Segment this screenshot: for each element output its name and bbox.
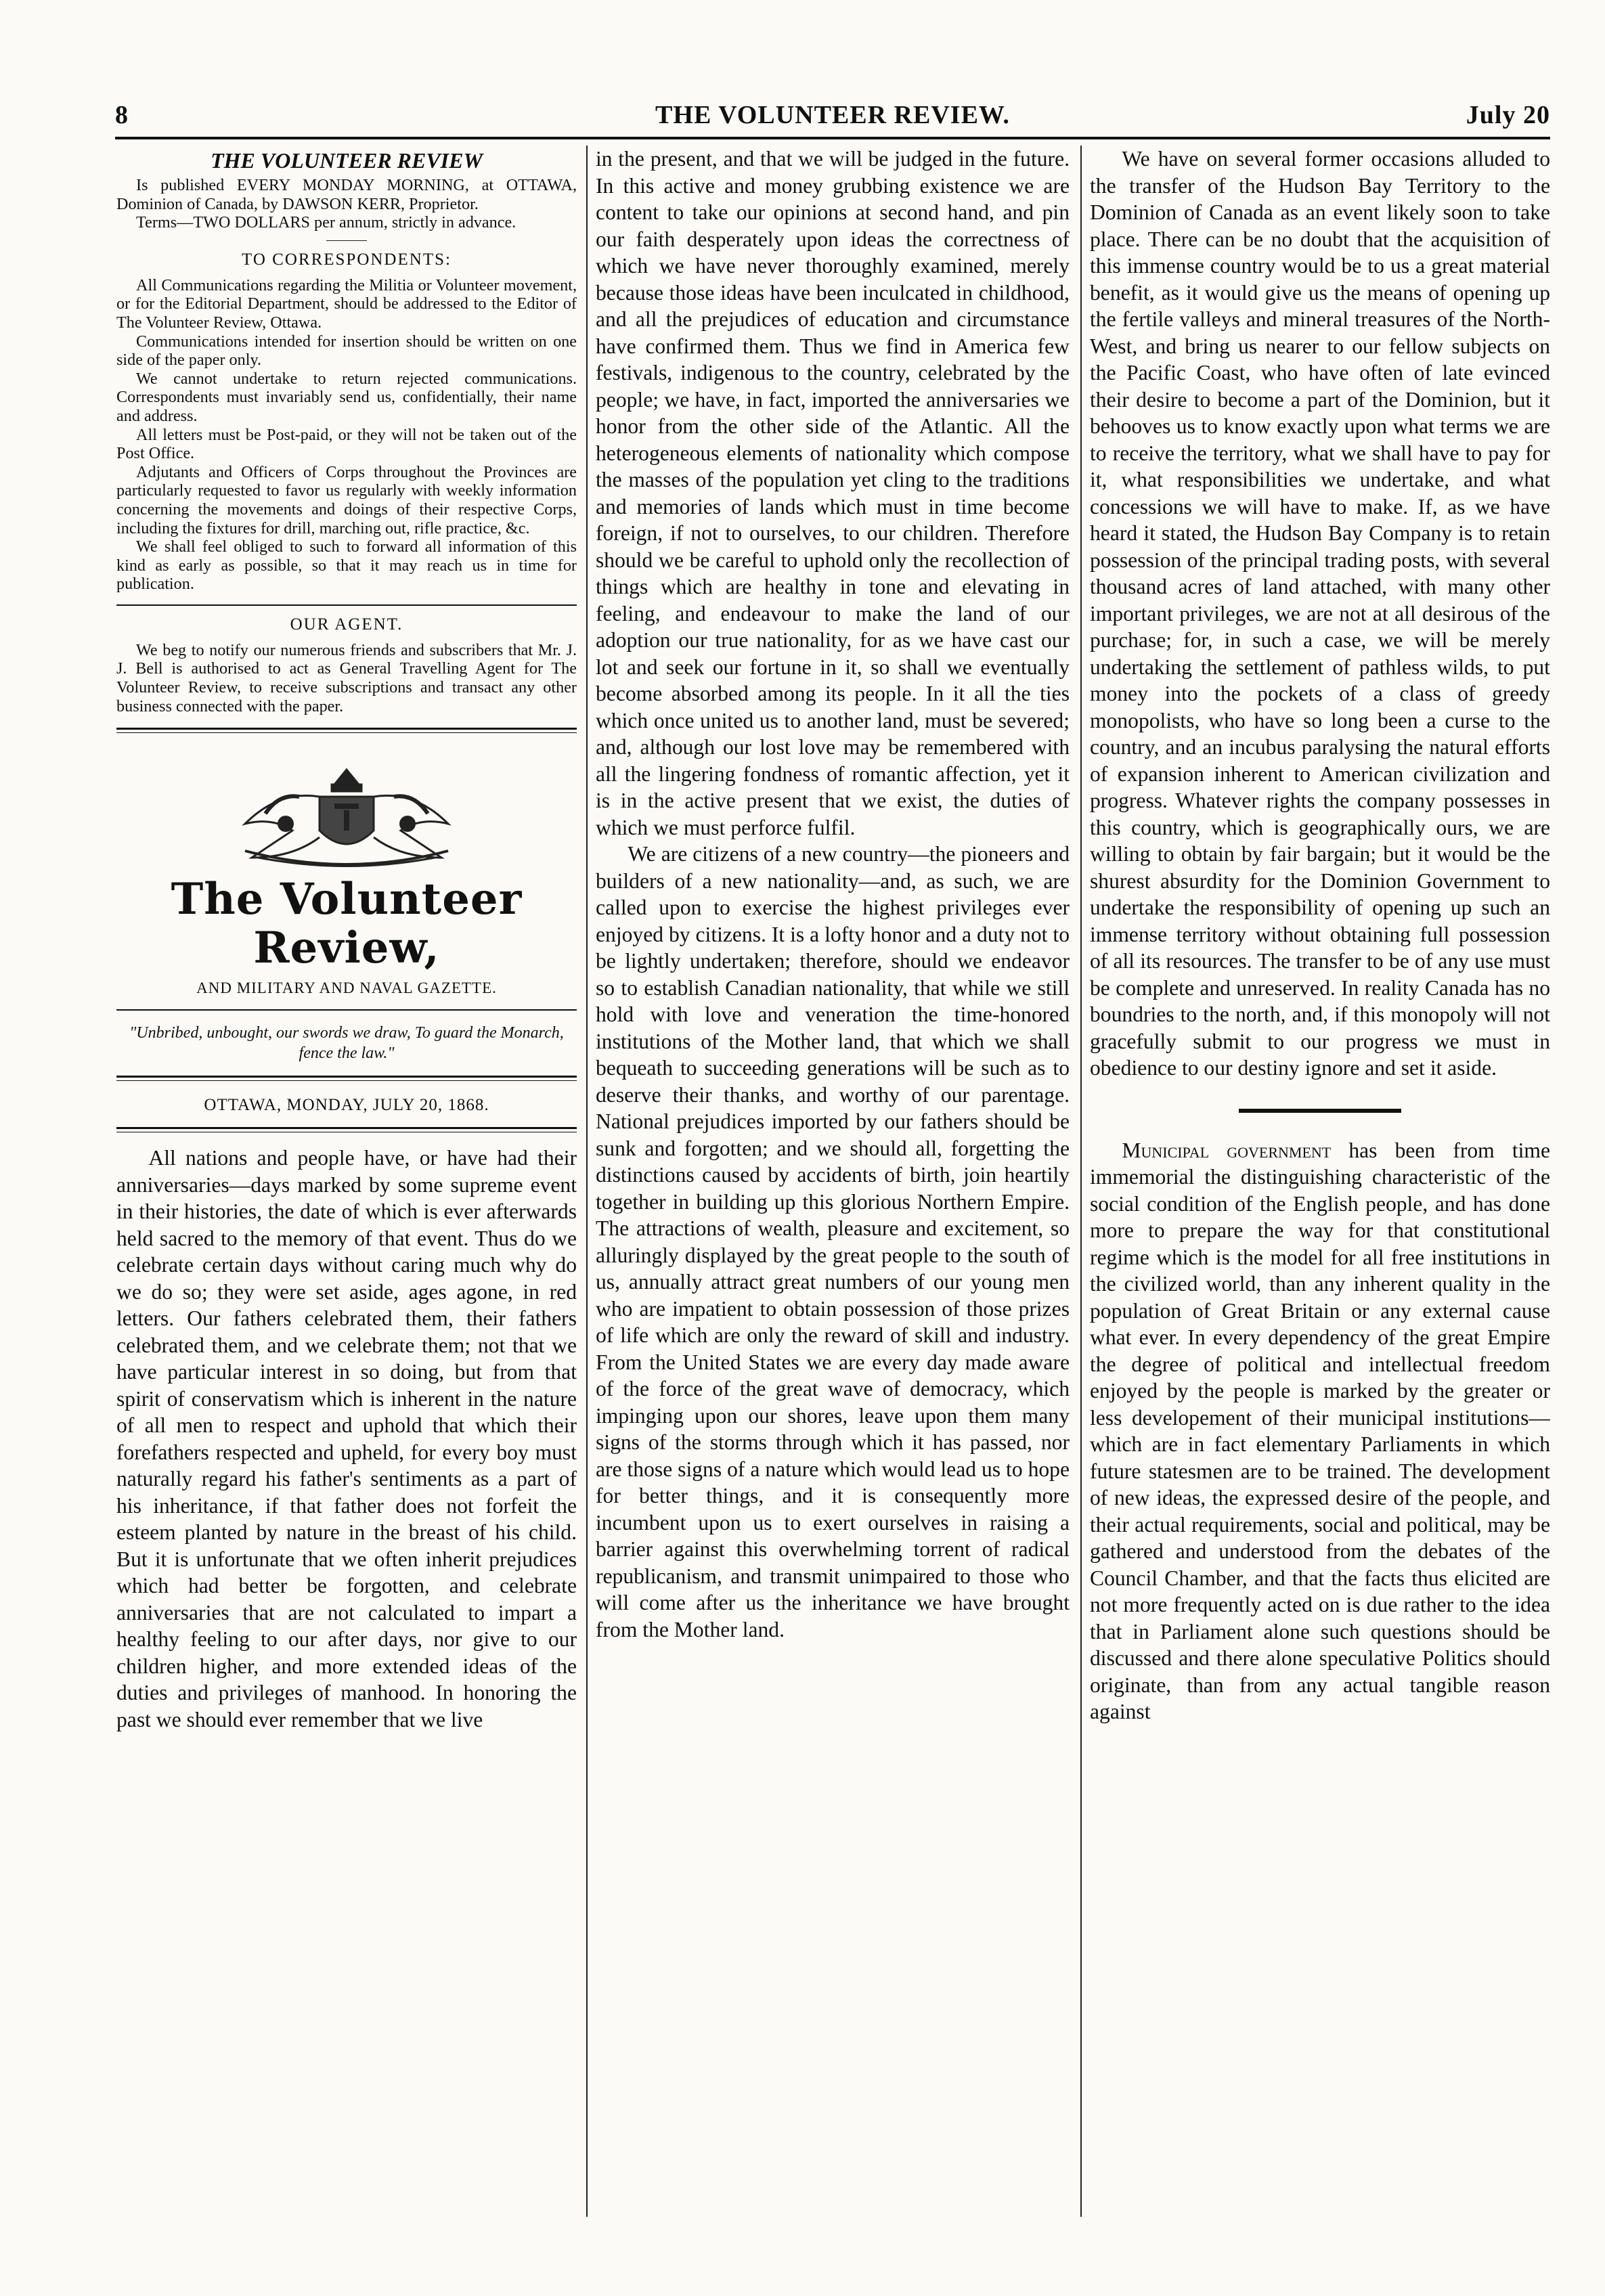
correspondents-notices — [116, 276, 577, 594]
running-title: THE VOLUNTEER REVIEW. — [655, 101, 1010, 129]
header-rule — [115, 137, 1550, 139]
masthead-block — [116, 176, 577, 232]
masthead-publication-note: Is published EVERY MONDAY MORNING, at OTTAWA, Dominion of Canada, by DAWSON KERR, Proprietor. — [116, 176, 577, 213]
masthead-terms: Terms—TWO DOLLARS per annum, strictly in advance. — [136, 213, 516, 232]
article-text: has been from time immemorial the distinguishing characteristic of the social condition of the English people, and has done more to prepare the way for that constitutional regime which is the model for all free institutions in the civilized world, than any inherent quality in the population of Great Britain or any external cause what ever. In every dependency of the great Empire the degree of political and intellectual freedom enjoyed by the people is marked by the greater or less developement of their municipal institutions—which are in fact elementary Parliaments in which future statesmen are to be trained. The development of new ideas, the expressed desire of the people, and their actual requirements, social and political, may be gathered and understood from the debates of the Council Chamber, and that the facts thus elicited are not more frequently acted on is due rather to the idea that in Parliament alone such questions should be discussed and there alone speculative Politics should originate, than from any actual tangible reason against — [1090, 1138, 1550, 1723]
correspondents-notice: All letters must be Post-paid, or they will not be taken out of the Post Office. — [116, 425, 577, 463]
agent-notice: We beg to notify our numerous friends and subscribers that Mr. J. J. Bell is authorised to act as General Travelling Agent for The Volunteer Review, to receive subscriptions and transact any other business connected with the paper. — [116, 640, 577, 715]
double-rule — [116, 728, 577, 733]
column-2 — [596, 146, 1070, 2230]
editorial-paragraph: in the present, and that we will be judged in the future. In this active and money grubbing existence we are content to take our opinions at second hand, and pin our faith desperately upon ideas the correctness of which we have never thoroughly examined, merely because those ideas have been inculcated in childhood, and all the prejudices of education and circumstance have confirmed them. Thus we find in America few festivals, indigenous to the country, celebrated by the people; we have, in fact, imported the anniversaries we honor from the other side of the Atlantic. All the heterogeneous elements of nationality which compose the masses of the population yet cling to the traditions and memories of lands which must in time become foreign, if not to ourselves, to our children. Therefore should we be careful to uphold only the recollection of things which are healthy in tone and elevating in feeling, and endeavour to make the land of our adoption our true nationality, for as we have cast our lot and seek our fortune in it, so shall we eventually become absorbed among its people. In it all the ties which once united us to another land, must be severed; and, although our lost love may be remembered with all the lingering fondness of romantic affection, yet it is in the active present that we exist, the duties of which we must perforce fulfil. — [596, 147, 1070, 839]
column-1 — [116, 146, 577, 2230]
editorial-continued — [596, 146, 1070, 1643]
page-number: 8 — [115, 101, 129, 129]
hudson-bay-article — [1090, 146, 1550, 1082]
correspondents-notice: All Communications regarding the Militia or Volunteer movement, or for the Editorial Department, should be addressed to the Editor of The Volunteer Review, Ottawa. — [116, 275, 577, 332]
column-rule-2 — [1080, 146, 1082, 2217]
correspondents-notice: Communications intended for insertion should be written on one side of the paper only. — [116, 332, 577, 370]
royal-arms-emblem — [218, 749, 475, 871]
dateline: OTTAWA, MONDAY, JULY 20, 1868. — [204, 1096, 489, 1115]
nameplate-subtitle: AND MILITARY AND NAVAL GAZETTE. — [196, 979, 497, 997]
article-paragraph — [1090, 1137, 1550, 1725]
column-3 — [1090, 146, 1550, 2230]
article-lead: Municipal government — [1122, 1138, 1332, 1162]
correspondents-notice: Adjutants and Officers of Corps throughout the Provinces are particularly requested to favor us regularly with weekly information concerning the movements and doings of their respective Corps, including the fixtures for drill, marching out, rifle practice, &c. — [116, 462, 577, 537]
agent-heading: OUR AGENT. — [290, 615, 403, 634]
column-rule-1 — [586, 146, 588, 2217]
article-paragraph: We have on several former occasions alluded to the transfer of the Hudson Bay Territory to the Dominion of Canada as an event likely soon to take place. There can be no doubt that the acquisition of this immense country would be to us a great material benefit, as it would give us the means of opening up the fertile valleys and mineral treasures of the North-West, and bring us nearer to our fellow subjects on the Pacific Coast, who have often of late evinced their desire to become a part of the Dominion, but it behooves us to know exactly upon what terms we are to receive the territory, what we shall have to pay for it, what responsibilities we undertake, and what concessions we will have to make. If, as we have heard it stated, the Hudson Bay Company is to retain possession of the principal trading posts, with several thousand acres of land attached, with many other important privileges, we are not at all desirous of the purchase; for, in such a case, we will be merely undertaking the settlement of pathless wilds, to put money into the pockets of a class of greedy monopolists, who have so long been a curse to the country, and an incubus paralysing the natural efforts of expansion inherent to American civilization and progress. Whatever rights the company possesses in this country, which is geographically ours, we are willing to obtain by fair bargain; but it would be the shurest absurdity for the Dominion Government to undertake the responsibility of opening up such an immense territory without obtaining full possession of all its resources. The transfer to be of any use must be complete and unreserved. In reality Canada has no boundries to the north, and, if this monopoly will not gracefully submit to our progress we must in obedience to our destiny ignore and set it aside. — [1090, 147, 1550, 1080]
masthead-title: THE VOLUNTEER REVIEW — [211, 148, 483, 173]
editorial-paragraph: We are citizens of a new country—the pioneers and builders of a new nationality—and, as such, we are called upon to exercise the highest privileges ever enjoyed by citizens. It is a lofty honor and a duty not to be lightly undertaken; therefore, should we endeavor so to establish Canadian nationality, that while we still hold with love and veneration the time-honored institutions of the Mother land, that which we shall bequeath to succeeding generations will be such as to deserve their thanks, and worthy of our parentage. National prejudices imported by our fathers should be sunk and forgotten; and we should all, forgetting the distinctions caused by accidents of birth, join heartily together in building up this glorious Northern Empire. The attractions of wealth, pleasure and excitement, so alluringly displayed by the great people to the south of us, annually attract great numbers of our young men who are impatient to obtain possession of those prizes of life which are only the reward of skill and industry. From the United States we are every day made aware of the force of the great wave of democracy, which impinging upon our shores, leave upon them many signs of the storms through which it has passed, nor are those signs of a nature which would lead us to hope for better things, and it is consequently more incumbent upon us to exert ourselves in raising a barrier against this overwhelming torrent of radical republicanism, and transmit unimpaired to those who will come after us the inheritance we have brought from the Mother land. — [596, 842, 1070, 1641]
section-rule — [116, 604, 577, 606]
correspondents-notice: We shall feel obliged to such to forward all information of this kind as early as possible, so that it may reach us in time for publication. — [116, 537, 577, 594]
dateline-rule-bottom — [116, 1127, 577, 1132]
running-date: July 20 — [1466, 101, 1550, 129]
editorial-paragraph: All nations and people have, or have had their anniversaries—days marked by some supreme event in their histories, the date of which is ever afterwards held sacred to the memory of that event. Thus do we celebrate certain days without caring much why do we do so; they were set aside, ages agone, in red letters. Our fathers celebrated them, their fathers celebrated them, and we celebrate them; not that we have particular interest in so doing, but from that spirit of conservatism which is inherent in the nature of all men to respect and uphold that which their forefathers respected and upheld, for every boy must naturally regard his father's sentiments as a part of his inheritance, if that father does not forfeit the esteem planted by nature in the breast of his child. But it is unfortunate that we often inherit prejudices which had better be forgotten, and celebrate anniversaries that are not calculated to impart a healthy feeling to our after days, nor give to our children higher, and more extended ideas of the duties and privileges of manhood. In honoring the past we should ever remember that we live — [116, 1146, 577, 1731]
municipal-article — [1090, 1137, 1550, 1725]
dateline-rule — [116, 1076, 577, 1081]
running-head — [115, 95, 1550, 135]
short-rule — [326, 240, 367, 241]
correspondents-notice: We cannot undertake to return rejected communications. Correspondents must invariably send us, confidentially, their name and address. — [116, 369, 577, 425]
nameplate: The Volunteer Review, — [171, 874, 523, 974]
nameplate-rule — [116, 1009, 577, 1011]
correspondents-heading: TO CORRESPONDENTS: — [242, 250, 452, 269]
editorial-start — [116, 1145, 577, 1733]
agent-notice-block — [116, 641, 577, 715]
motto: "Unbribed, unbought, our swords we draw, To guard the Monarch, fence the law." — [129, 1024, 564, 1063]
article-separator — [1239, 1109, 1401, 1113]
